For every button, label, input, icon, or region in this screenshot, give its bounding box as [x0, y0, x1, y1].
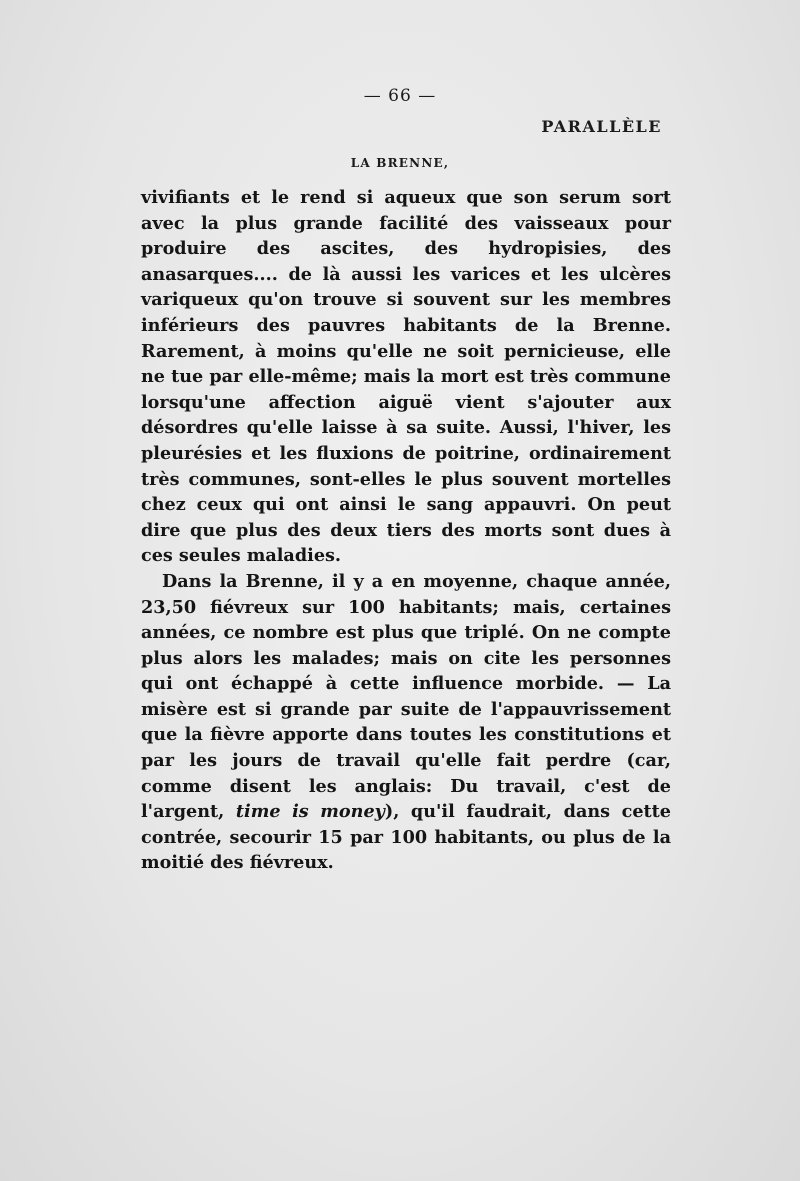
section-heading: LA BRENNE,: [350, 156, 450, 170]
paragraph-2-text-a: Dans la Brenne, il y a en moyenne, chaque année, 23,50 fiévreux sur 100 habitants; mais, certaines années, ce nombre est plus que triplé. On ne compte plus alors les malades; mais on cite les personnes qui ont échappé à cette influence morbide. — La misère est si grande par suite de l'appauvrissement que la fièvre apporte dans toutes les constitutions et par les jours de travail qu'elle fait perdre (car, comme disent les anglais: Du travail, c'est de l'argent,: [141, 570, 671, 823]
running-head: PARALLÈLE: [541, 117, 662, 136]
paragraph-2: [141, 569, 671, 876]
page-number: — 66 —: [363, 86, 437, 106]
paragraph-1: vivifiants et le rend si aqueux que son serum sort avec la plus grande facilité des vaisseaux pour produire des ascites, des hydropisies, des anasarques.... de là aussi les varices et les ulcères variqueux qu'on trouve si souvent sur les membres inférieurs des pauvres habitants de la Brenne. Rarement, à moins qu'elle ne soit pernicieuse, elle ne tue par elle-même; mais la mort est très commune lorsqu'une affection aiguë vient s'ajouter aux désordres qu'elle laisse à sa suite. Aussi, l'hiver, les pleurésies et les fluxions de poitrine, ordinairement très communes, sont-elles le plus souvent mortelles chez ceux qui ont ainsi le sang appauvri. On peut dire que plus des deux tiers des morts sont dues à ces seules maladies.: [141, 187, 671, 567]
paragraph-2-text-b: ), qu'il faudrait, dans cette contrée, secourir 15 par 100 habitants, ou plus de la moitié des fiévreux.: [141, 801, 672, 874]
body-text: [141, 185, 671, 876]
paragraph-2-italic: time is money: [235, 801, 385, 823]
